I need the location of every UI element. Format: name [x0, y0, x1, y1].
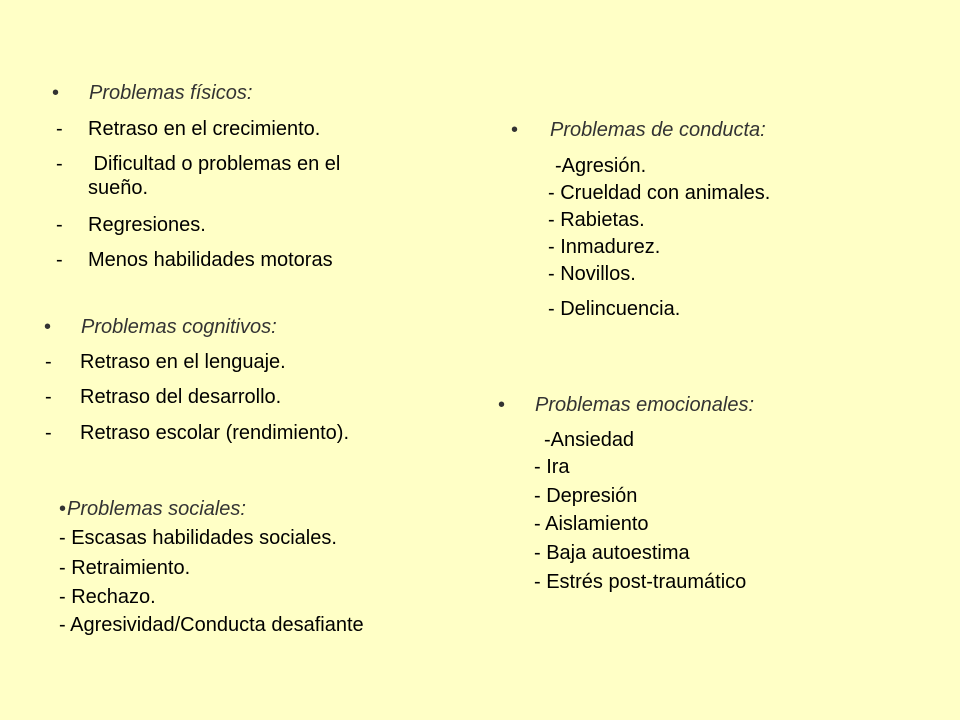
cognitive-item-dash: -	[45, 351, 52, 373]
social-bullet-icon: •	[59, 498, 67, 520]
cognitive-bullet-icon: •	[44, 316, 52, 338]
conduct-item: - Crueldad con animales.	[548, 182, 771, 204]
conduct-bullet-icon: •	[511, 119, 519, 141]
conduct-item: - Novillos.	[548, 263, 636, 285]
social-item: - Escasas habilidades sociales.	[59, 527, 337, 549]
cognitive-item: Retraso en el lenguaje.	[80, 351, 286, 373]
conduct-item: - Delincuencia.	[548, 298, 681, 320]
emotional-item: - Ira	[534, 456, 570, 478]
cognitive-item: Retraso escolar (rendimiento).	[80, 422, 349, 444]
physical-item-dash: -	[56, 153, 63, 175]
emotional-item: -Ansiedad	[544, 429, 635, 451]
physical-item-dash: -	[56, 214, 63, 236]
emotional-bullet-icon: •	[498, 394, 506, 416]
physical-heading: Problemas físicos:	[89, 82, 253, 104]
conduct-item: -Agresión.	[555, 155, 647, 177]
emotional-item: - Aislamiento	[534, 513, 649, 535]
physical-item: Dificultad o problemas en el	[88, 153, 341, 175]
physical-item: sueño.	[88, 177, 149, 199]
conduct-item: - Inmadurez.	[548, 236, 661, 258]
social-item: - Agresividad/Conducta desafiante	[59, 614, 364, 636]
emotional-item: - Estrés post-traumático	[534, 571, 747, 593]
conduct-item: - Rabietas.	[548, 209, 645, 231]
physical-item-dash: -	[56, 118, 63, 140]
physical-item-dash: -	[56, 249, 63, 271]
social-item: - Retraimiento.	[59, 557, 191, 579]
cognitive-item-dash: -	[45, 422, 52, 444]
emotional-heading: Problemas emocionales:	[535, 394, 754, 416]
physical-item: Regresiones.	[88, 214, 206, 236]
cognitive-item-dash: -	[45, 386, 52, 408]
cognitive-item: Retraso del desarrollo.	[80, 386, 282, 408]
social-item: - Rechazo.	[59, 586, 156, 608]
physical-bullet-icon: •	[52, 82, 60, 104]
physical-item: Menos habilidades motoras	[88, 249, 333, 271]
physical-item: Retraso en el crecimiento.	[88, 118, 321, 140]
social-heading: Problemas sociales:	[67, 498, 246, 520]
emotional-item: - Baja autoestima	[534, 542, 690, 564]
conduct-heading: Problemas de conducta:	[550, 119, 766, 141]
cognitive-heading: Problemas cognitivos:	[81, 316, 277, 338]
emotional-item: - Depresión	[534, 485, 638, 507]
